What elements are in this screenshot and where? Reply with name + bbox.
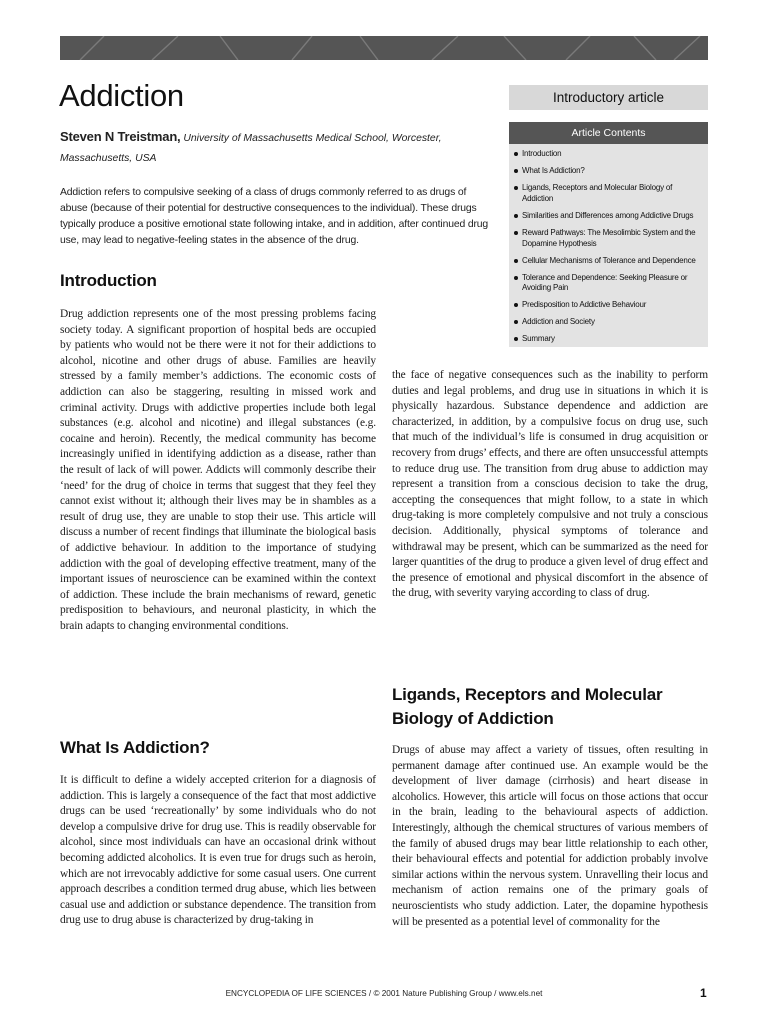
author-affiliation: University of Massachusetts Medical School, Worcester, Massachusetts, USA <box>60 133 442 164</box>
bullet-icon <box>514 303 518 307</box>
page-number: 1 <box>700 986 707 1000</box>
right-column-continuation: the face of negative consequences such as the inability to perform duties and legal problems, and drug use in situations in which it is physically hazardous. Substance dependence and addiction are characterized, in addition, by a compulsive focus on drug use, such that much of the individual’s life is consumed in drug acquisition or recovery from drugs’ effects, and there are often unsuccessful attempts to reduce drug use. The transition from drug abuse to addiction may represent a transition from a conscious decision to take the drug, accepting the consequences that might follow, to a state in which drug-taking is more completely compulsive and not truly a conscious decision. Additionally, physical symptoms of tolerance and withdrawal may be present, which can be summarized as the need for larger quantities of the drug to produce a given level of drug effect and the presence of emotional and physical discomfort in the absence of the drug, with severity varying according to class of drug. <box>392 369 708 600</box>
bullet-icon <box>514 214 518 218</box>
introduction-body: Drug addiction represents one of the most pressing problems facing society today. A significant proportion of hospital beds are occupied by patients who would not be there were it not for their addictions to alcohol, nicotine and other drugs of abuse. Families are heavily stressed by a family member’s addictions. The economic costs of addiction can also be staggering, resulting in missed work and criminal activity. Drugs with addictive properties include both legal substances (e.g. alcohol and nicotine) and illegal substances (e.g. cocaine and heroin). Recently, the medical community has become increasingly unified in identifying addiction as a disease, rather than the result of lack of will power. Addicts will commonly describe their ‘need’ for the drug of choice in terms that suggest that they feel they cannot exist without it; although their lives may be in shambles as a result of drug use, they are unable to stop their use. This article will discuss a number of recent findings that illuminate the biological basis of addictive behaviour. In addition to the importance of studying addiction with the goal of developing effective treatment, many of the important issues of neuroscience can be examined within the context of addiction. These include the brain mechanisms of reward, genetic predisposition to behaviours, and neuronal plasticity, in which the brain adapts to changing environmental conditions. <box>60 308 376 632</box>
contents-list <box>509 144 708 345</box>
contents-title: Article Contents <box>509 122 708 144</box>
contents-item-predisposition[interactable]: Predisposition to Addictive Behaviour <box>513 300 704 311</box>
contents-item-what-is-addiction[interactable]: What Is Addiction? <box>513 166 704 177</box>
ligands-body: Drugs of abuse may affect a variety of tissues, often resulting in permanent damage after continued use. An example would be the development of liver damage (cirrhosis) and heart disease in alcoholics. However, this article will focus on those actions that occur in the brain, leading to the behavioural aspects of addiction. Interestingly, although the chemical structures of various members of the family of abused drugs may bear little relationship to each other, their behavioural effects and potential for addiction probably involve similar actions within the nervous system. Unravelling their locus and mechanism of action remains one of the primary goals of neuroscientists who study addiction. Later, the dopamine hypothesis will be presented as a potential level of commonality for the <box>392 744 708 928</box>
contents-item-cellular-mechanisms[interactable]: Cellular Mechanisms of Tolerance and Dependence <box>513 256 704 267</box>
article-contents-box <box>509 122 708 347</box>
bullet-icon <box>514 186 518 190</box>
bullet-icon <box>514 337 518 341</box>
bullet-icon <box>514 231 518 235</box>
bullet-icon <box>514 276 518 280</box>
page-footer: ENCYCLOPEDIA OF LIFE SCIENCES / © 2001 Nature Publishing Group / www.els.net <box>225 989 543 998</box>
bullet-icon <box>514 169 518 173</box>
bullet-icon <box>514 320 518 324</box>
contents-item-tolerance[interactable]: Tolerance and Dependence: Seeking Pleasure or Avoiding Pain <box>513 273 704 295</box>
header-bar-pattern <box>60 36 708 60</box>
article-type-badge: Introductory article <box>509 85 708 110</box>
bullet-icon <box>514 152 518 156</box>
abstract: Addiction refers to compulsive seeking of a class of drugs commonly referred to as drugs of abuse (because of their potential for destructive consequences to the individual). These drugs typically produce a positive emotional state following intake, and in addition, after continued drug use, may lead to negative-feeling states in the absence of the drug. <box>60 187 489 246</box>
heading-ligands: Ligands, Receptors and Molecular Biology of Addiction <box>392 685 663 728</box>
article-title: Addiction <box>59 78 184 113</box>
header-decorative-bar <box>60 36 708 60</box>
contents-item-introduction[interactable]: Introduction <box>513 149 704 160</box>
contents-item-summary[interactable]: Summary <box>513 334 704 345</box>
author-name: Steven N Treistman, <box>60 129 181 144</box>
author-line <box>60 127 460 169</box>
heading-what-is-addiction: What Is Addiction? <box>60 738 210 757</box>
contents-item-reward-pathways[interactable]: Reward Pathways: The Mesolimbic System and the Dopamine Hypothesis <box>513 228 704 250</box>
what-is-addiction-body: It is difficult to define a widely accepted criterion for a diagnosis of addiction. This is largely a consequence of the fact that most addictive drugs can be used ‘recreationally’ by some individuals who do not develop a compulsive drive for drug use. This is readily observable for alcohol, since most individuals can have an occasional drink without becoming addicted alcoholics. It is even true for drugs such as heroin, which are not irrevocably addictive for some casual users. One current approach describes a condition termed drug abuse, which lies between casual use and addiction or substance dependence. The transition from drug use to drug abuse is characterized by drug-taking in <box>60 774 376 927</box>
heading-introduction: Introduction <box>60 271 157 290</box>
bullet-icon <box>514 259 518 263</box>
contents-item-society[interactable]: Addiction and Society <box>513 317 704 328</box>
contents-item-ligands[interactable]: Ligands, Receptors and Molecular Biology of Addiction <box>513 183 704 205</box>
contents-item-similarities[interactable]: Similarities and Differences among Addictive Drugs <box>513 211 704 222</box>
